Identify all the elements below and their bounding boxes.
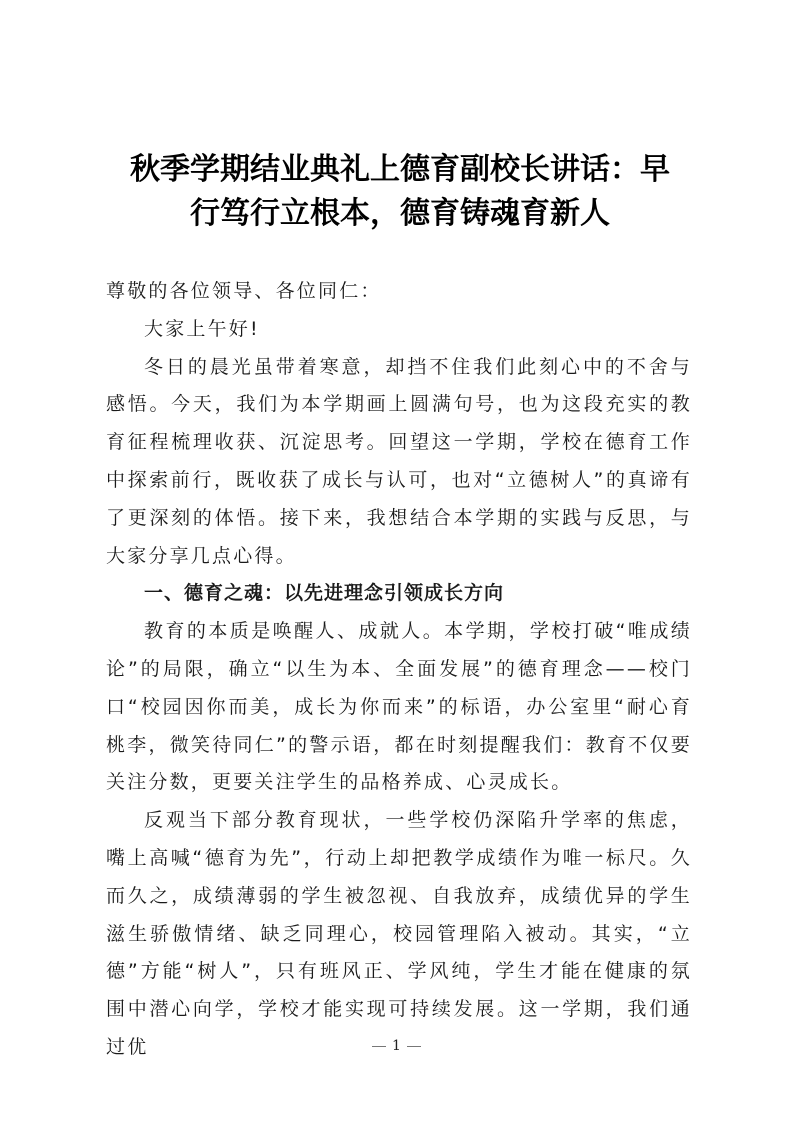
page-footer	[0, 1038, 793, 1054]
section-heading-1: 一、德育之魂：以先进理念引领成长方向	[144, 582, 505, 605]
document-title	[100, 148, 700, 236]
document-body	[106, 273, 692, 1067]
paragraph-section-1b: 反观当下部分教育现状，一些学校仍深陷升学率的焦虑，嘴上高喊“德育为先”，行动上却把教学成绩作为唯一标尺。久而久之，成绩薄弱的学生被忽视、自我放弃，成绩优异的学生滋生骄傲情绪、缺乏同理心，校园管理陷入被动。其实，“立德”方能“树人”，只有班风正、学风纯，学生才能在健康的氛围中潜心向学，学校才能实现可持续发展。这一学期，我们通过优	[106, 809, 692, 1058]
title-line-1: 秋季学期结业典礼上德育副校长讲话：早	[130, 152, 670, 187]
page-number: 1	[392, 1038, 401, 1054]
paragraph-intro: 冬日的晨光虽带着寒意，却挡不住我们此刻心中的不舍与感悟。今天，我们为本学期画上圆满句号，也为这段充实的教育征程梳理收获、沉淀思考。回望这一学期，学校在德育工作中探索前行，既收获了成长与认可，也对“立德树人”的真谛有了更深刻的体悟。接下来，我想结合本学期的实践与反思，与大家分享几点心得。	[106, 355, 692, 567]
greeting: 大家上午好!	[144, 317, 260, 340]
dash-right	[407, 1046, 421, 1047]
paragraph-section-1a: 教育的本质是唤醒人、成就人。本学期，学校打破“唯成绩论”的局限，确立“以生为本、全面发展”的德育理念——校门口“校园因你而美，成长为你而来”的标语，办公室里“耐心育桃李，微笑待同仁”的警示语，都在时刻提醒我们：教育不仅要关注分数，更要关注学生的品格养成、心灵成长。	[106, 620, 692, 794]
salutation: 尊敬的各位领导、各位同仁：	[106, 280, 382, 302]
dash-left	[372, 1046, 386, 1047]
title-line-2: 行笃行立根本，德育铸魂育新人	[190, 196, 610, 231]
